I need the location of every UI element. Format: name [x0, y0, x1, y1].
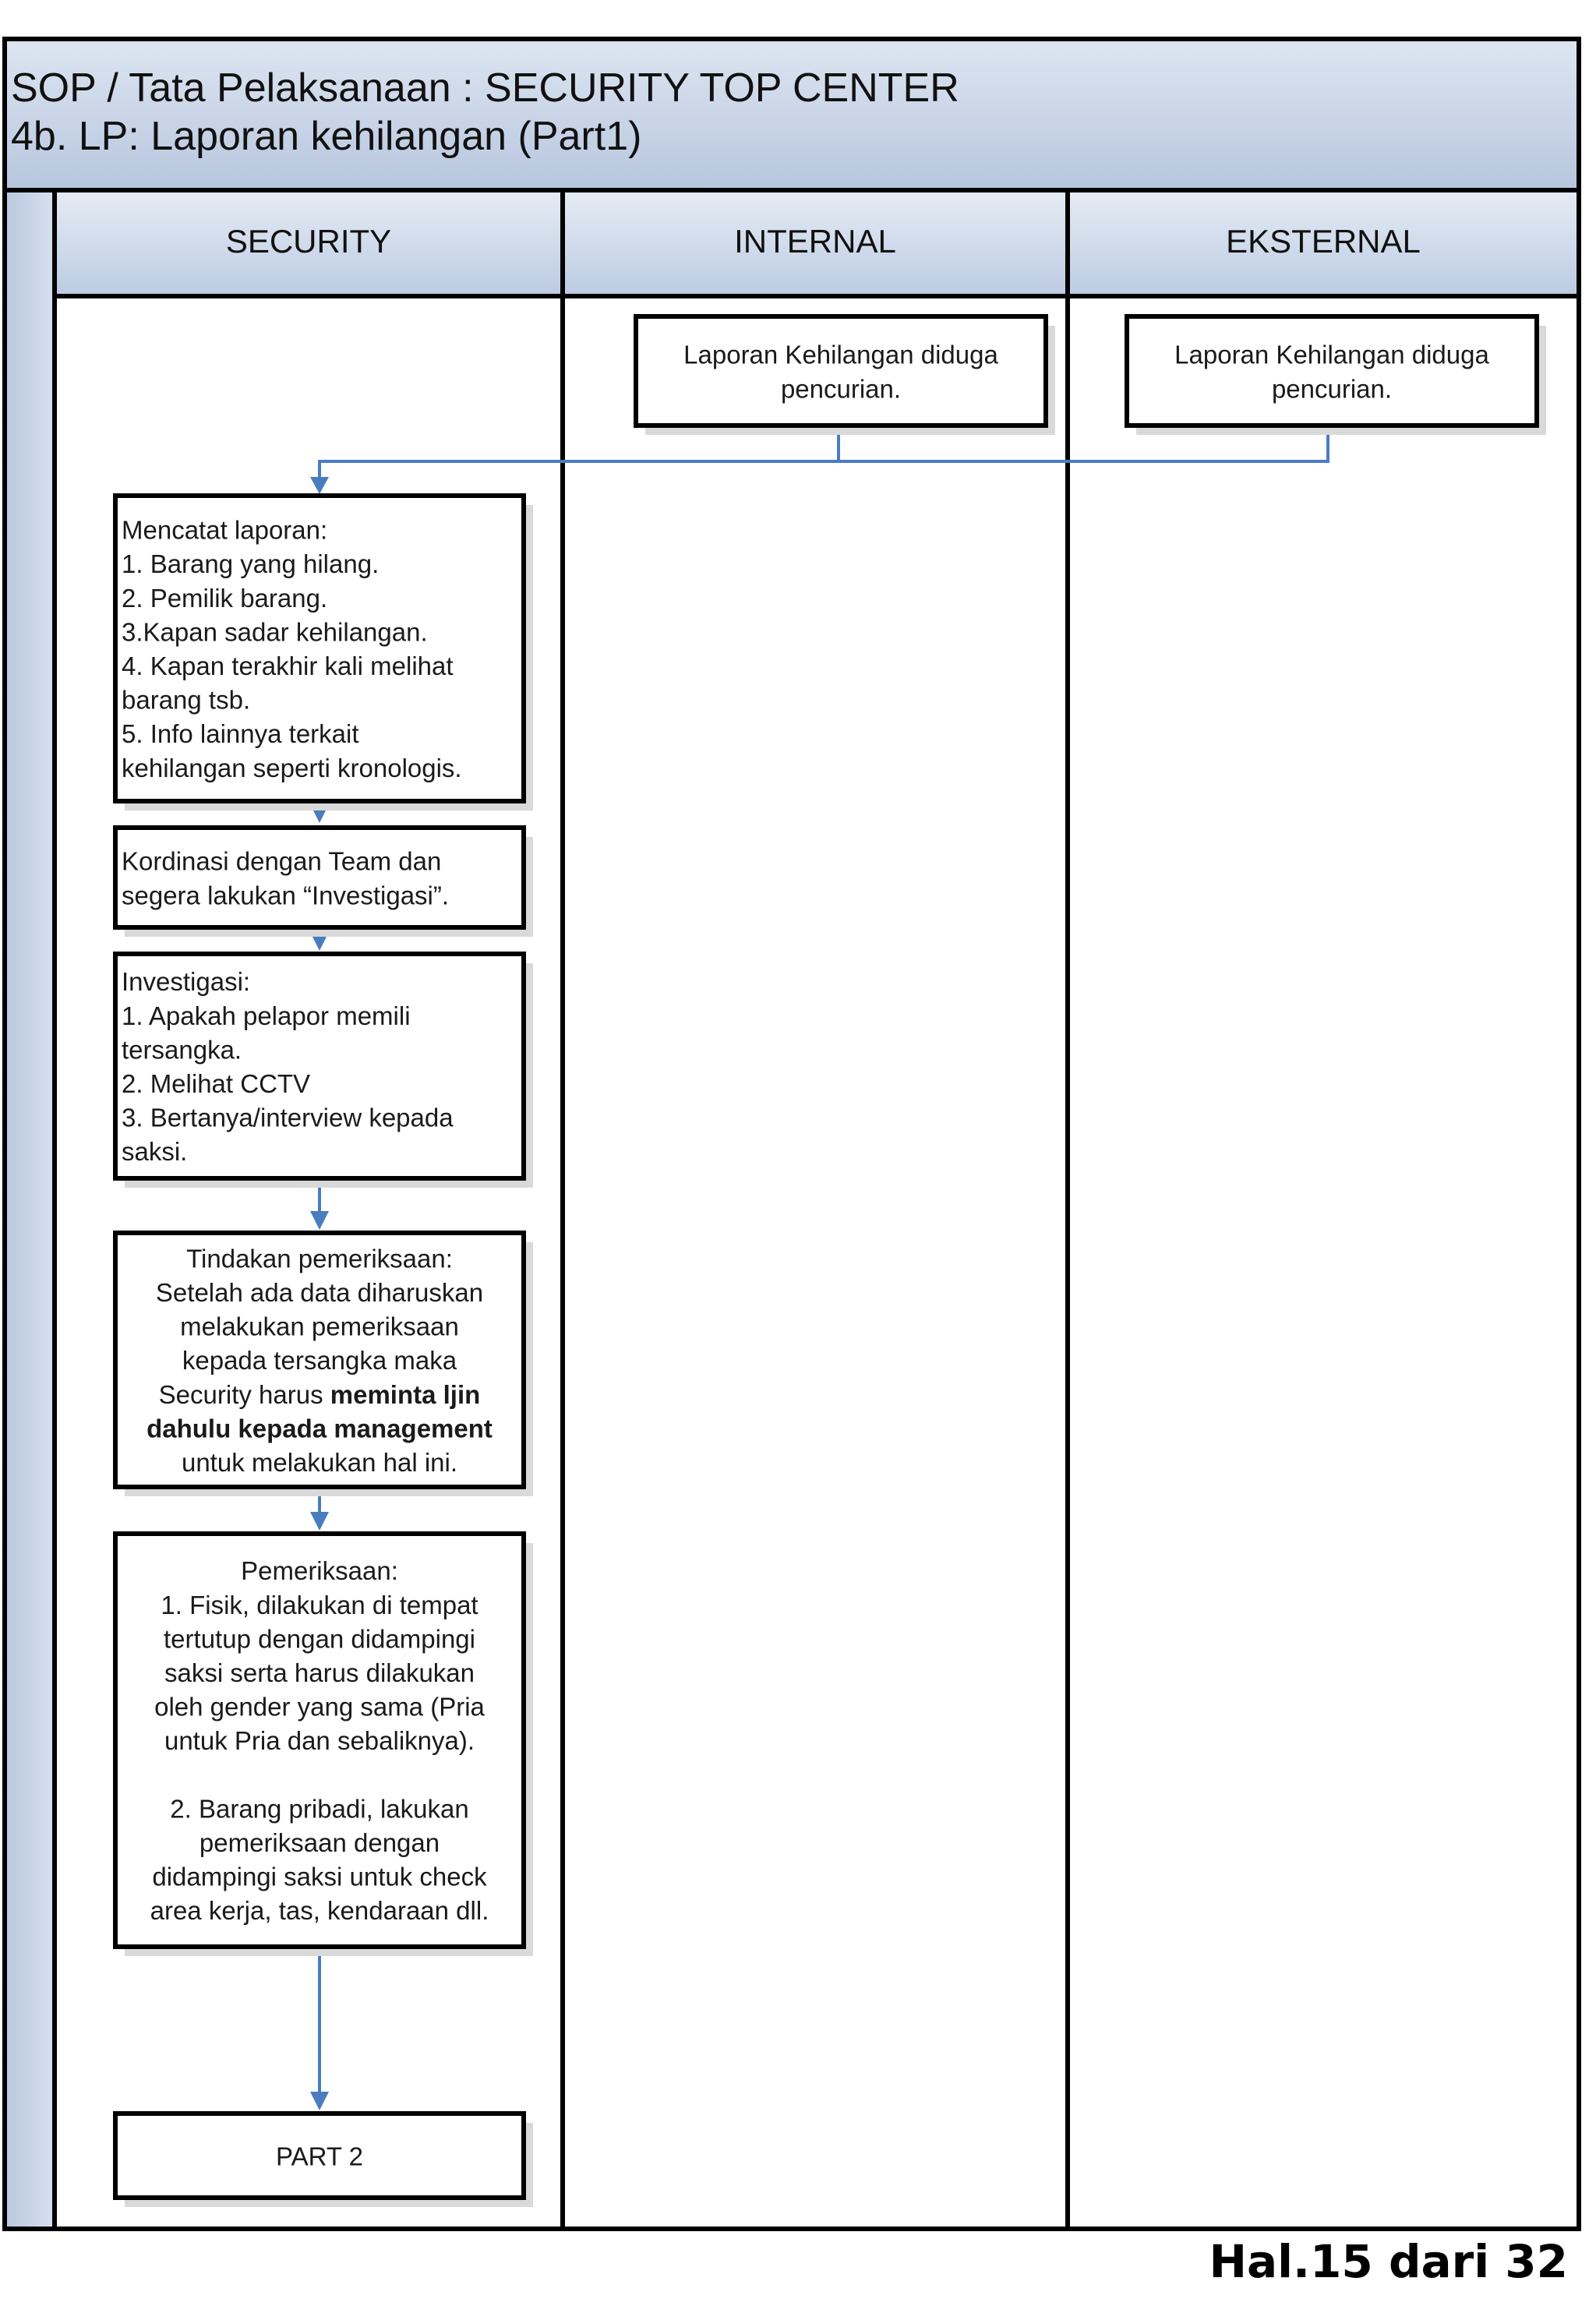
investigation-box	[115, 954, 533, 1188]
part2-box-line: PART 2	[276, 2142, 363, 2171]
inspection-box-line: untuk Pria dan sebaliknya).	[164, 1726, 475, 1756]
external-report-box-border	[1127, 316, 1537, 426]
inspection-action-box-line: dahulu kepada management	[147, 1414, 493, 1443]
inspection-box-line: 1. Fisik, dilakukan di tempat	[161, 1590, 478, 1619]
inspection-box-line: saksi serta harus dilakukan	[164, 1658, 475, 1688]
investigation-box-line: 3. Bertanya/interview kepada	[122, 1103, 454, 1132]
investigation-box-line: 1. Apakah pelapor memili	[122, 1001, 411, 1030]
inspection-box	[115, 1534, 533, 1956]
investigation-box-line: tersangka.	[122, 1035, 242, 1065]
inspection-action-box-line: Setelah ada data diharuskan	[155, 1278, 484, 1308]
external-report-box	[1127, 316, 1546, 435]
investigation-box-line: saksi.	[122, 1137, 188, 1167]
coordinate-team-box	[115, 828, 533, 937]
record-report-box-line: 3.Kapan sadar kehilangan.	[122, 617, 428, 647]
lane-label-security: SECURITY	[225, 223, 392, 260]
inspection-box-line: didampingi saksi untuk check	[152, 1862, 487, 1891]
record-report-box-line: 4. Kapan terakhir kali melihat	[122, 652, 454, 681]
lane-label-internal: INTERNAL	[734, 223, 896, 260]
record-report-box-line: 2. Pemilik barang.	[122, 583, 328, 613]
internal-report-box-border	[636, 316, 1046, 426]
inspection-box-line: pemeriksaan dengan	[199, 1828, 440, 1858]
inspection-box-line: Pemeriksaan:	[241, 1556, 398, 1586]
record-report-box	[115, 496, 533, 810]
page-number: Hal.15 dari 32	[1209, 2235, 1568, 2288]
inspection-box-line: area kerja, tas, kendaraan dll.	[150, 1896, 489, 1926]
part2-box	[115, 2114, 533, 2207]
page-subtitle: 4b. LP: Laporan kehilangan (Part1)	[11, 114, 642, 159]
coordinate-team-box-line: Kordinasi dengan Team dan	[122, 846, 442, 876]
inspection-box-line: tertutup dengan didampingi	[164, 1624, 475, 1654]
inspection-box-line: 2. Barang pribadi, lakukan	[170, 1794, 469, 1824]
internal-report-box-line: Laporan Kehilangan diduga	[683, 340, 998, 369]
record-report-box-line: 5. Info lainnya terkait	[122, 719, 359, 749]
investigation-box-line: 2. Melihat CCTV	[122, 1069, 311, 1099]
internal-report-box	[636, 316, 1055, 435]
record-report-box-line: 1. Barang yang hilang.	[122, 549, 380, 579]
page-title: SOP / Tata Pelaksanaan : SECURITY TOP CENTER	[11, 65, 959, 111]
external-report-box-line: Laporan Kehilangan diduga	[1174, 340, 1489, 369]
lane-label-eksternal: EKSTERNAL	[1226, 223, 1421, 260]
coordinate-team-box-line: segera lakukan “Investigasi”.	[122, 881, 450, 910]
external-report-box-line: pencurian.	[1271, 374, 1393, 404]
record-report-box-line: Mencatat laporan:	[122, 515, 328, 545]
record-report-box-line: barang tsb.	[122, 685, 251, 715]
investigation-box-line: Investigasi:	[122, 967, 251, 997]
record-report-box-line: kehilangan seperti kronologis.	[122, 753, 462, 782]
pool-side-band	[5, 190, 55, 2229]
inspection-action-box-line: Tindakan pemeriksaan:	[186, 1244, 453, 1273]
inspection-action-box	[115, 1233, 533, 1496]
coordinate-team-box-border	[115, 828, 524, 927]
inspection-action-box-line: Security harus meminta ljin	[158, 1379, 481, 1409]
internal-report-box-line: pencurian.	[780, 374, 902, 404]
inspection-box-line: oleh gender yang sama (Pria	[154, 1692, 485, 1722]
inspection-action-box-line: melakukan pemeriksaan	[180, 1312, 459, 1341]
inspection-action-box-line: untuk melakukan hal ini.	[181, 1448, 458, 1478]
inspection-action-box-line: kepada tersangka maka	[182, 1346, 457, 1375]
